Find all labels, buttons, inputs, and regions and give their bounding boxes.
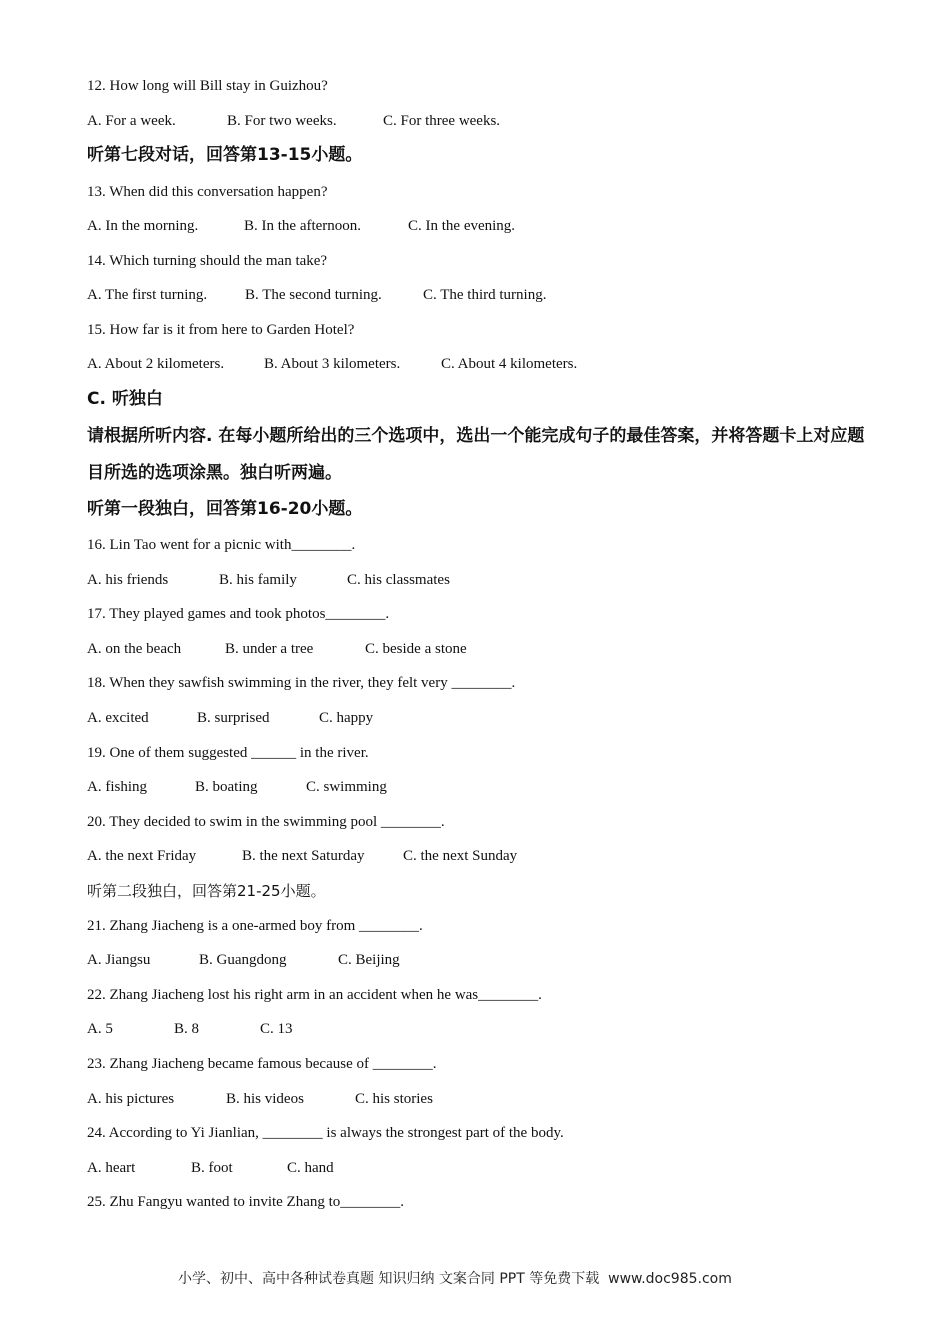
option-c: C. Beijing (338, 952, 400, 968)
question-20: 20. They decided to swim in the swimming pool ________. (87, 814, 445, 830)
question-21: 21. Zhang Jiacheng is a one-armed boy from ________. (87, 918, 423, 934)
option-b: B. 8 (174, 1021, 200, 1037)
option-b: B. surprised (197, 710, 270, 726)
option-c: C. beside a stone (365, 641, 467, 657)
option-b: B. boating (195, 779, 258, 795)
option-a: A. the next Friday (87, 848, 197, 864)
option-c: C. About 4 kilometers. (441, 356, 578, 372)
option-b: B. the next Saturday (242, 848, 365, 864)
option-c: C. In the evening. (408, 218, 516, 234)
monologue-1-heading: 听第一段独白，回答第16-20小题。 (87, 499, 363, 519)
option-c: C. the next Sunday (403, 848, 518, 864)
option-a: A. For a week. (87, 113, 176, 129)
option-a: A. Jiangsu (87, 952, 151, 968)
option-a: A. heart (87, 1160, 136, 1176)
option-a: A. his pictures (87, 1091, 175, 1107)
option-a: A. About 2 kilometers. (87, 356, 225, 372)
question-23: 23. Zhang Jiacheng became famous because of ________. (87, 1056, 437, 1072)
option-c: C. The third turning. (423, 287, 547, 303)
part-c-instructions: 请根据所听内容. 在每小题所给出的三个选项中，选出一个能完成句子的最佳答案，并将答题卡上对应题目所选的选项涂黑。独白听两遍。 (87, 426, 865, 483)
section-heading-7: 听第七段对话，回答第13-15小题。 (87, 145, 363, 165)
option-b: B. Guangdong (199, 952, 287, 968)
question-13: 13. When did this conversation happen? (87, 184, 328, 200)
option-b: B. foot (191, 1160, 233, 1176)
option-a: A. The first turning. (87, 287, 208, 303)
question-24: 24. According to Yi Jianlian, ________ is always the strongest part of the body. (87, 1125, 564, 1141)
option-b: B. About 3 kilometers. (264, 356, 401, 372)
question-12: 12. How long will Bill stay in Guizhou? (87, 78, 328, 94)
option-b: B. In the afternoon. (244, 218, 362, 234)
question-16: 16. Lin Tao went for a picnic with________. (87, 537, 356, 553)
option-c: C. For three weeks. (383, 113, 501, 129)
option-c: C. his stories (355, 1091, 433, 1107)
question-25: 25. Zhu Fangyu wanted to invite Zhang to________. (87, 1194, 405, 1210)
option-b: B. his family (219, 572, 297, 588)
option-a: A. In the morning. (87, 218, 199, 234)
page-footer: 小学、初中、高中各种试卷真题 知识归纳 文案合同 PPT 等免费下载 www.doc985.com (178, 1271, 732, 1287)
option-c: C. happy (319, 710, 374, 726)
option-c: C. hand (287, 1160, 334, 1176)
option-a: A. excited (87, 710, 149, 726)
question-14: 14. Which turning should the man take? (87, 253, 328, 269)
option-c: C. swimming (306, 779, 387, 795)
option-a: A. on the beach (87, 641, 182, 657)
question-19: 19. One of them suggested ______ in the river. (87, 745, 369, 761)
question-17: 17. They played games and took photos________. (87, 606, 390, 622)
option-c: C. his classmates (347, 572, 450, 588)
option-b: B. The second turning. (245, 287, 382, 303)
option-a: A. 5 (87, 1021, 113, 1037)
option-b: B. his videos (226, 1091, 304, 1107)
option-a: A. his friends (87, 572, 169, 588)
question-15: 15. How far is it from here to Garden Hotel? (87, 322, 355, 338)
option-b: B. under a tree (225, 641, 314, 657)
question-22: 22. Zhang Jiacheng lost his right arm in an accident when he was________. (87, 987, 542, 1003)
monologue-2-heading: 听第二段独白，回答第21-25小题。 (87, 882, 326, 900)
option-a: A. fishing (87, 779, 147, 795)
option-c: C. 13 (260, 1021, 293, 1037)
question-18: 18. When they sawfish swimming in the river, they felt very ________. (87, 675, 516, 691)
part-c-heading: C. 听独白 (87, 389, 163, 409)
option-b: B. For two weeks. (227, 113, 337, 129)
